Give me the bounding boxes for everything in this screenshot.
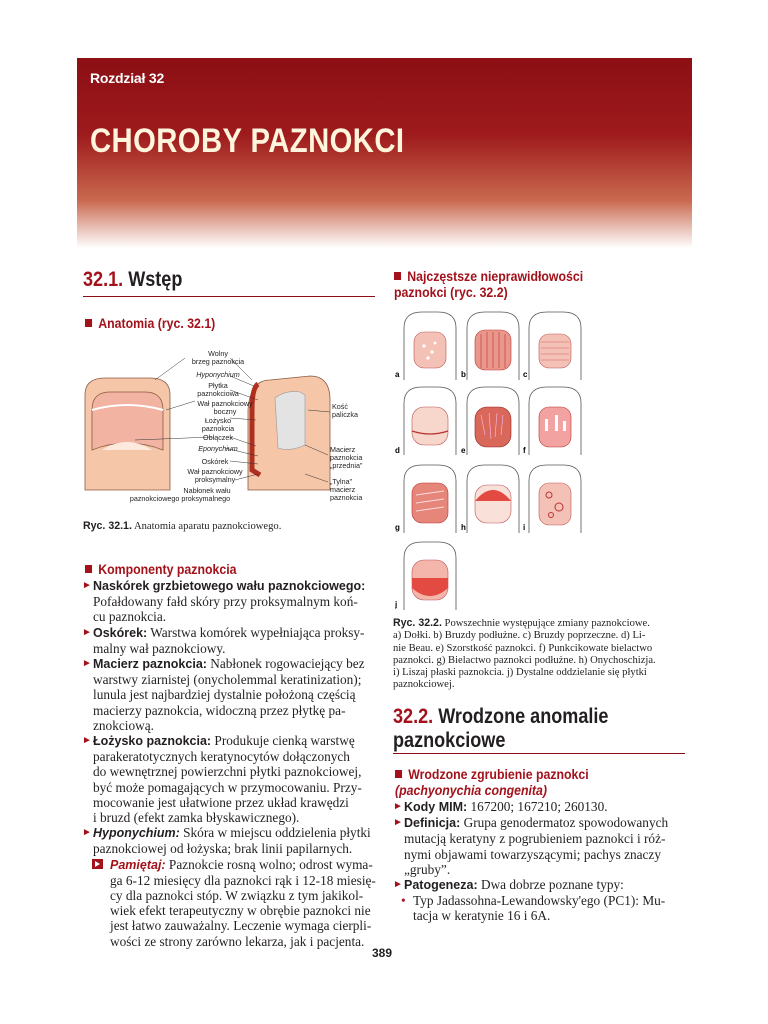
list-item: ► Macierz paznokcia: Nabłonek rogowaciejący bez warstwy ziarnistej (onycholemmal keratinization); lunula jest najbardziej dystalnie położoną częścią macierzy paznokcia, widoczną przez płytkę pa- znokciową.	[82, 656, 365, 733]
svg-text:e: e	[461, 446, 466, 455]
nail-d	[404, 387, 456, 455]
square-bullet-icon	[395, 770, 402, 778]
svg-text:j: j	[395, 600, 398, 609]
list-item: ► Kody MIM: 167200; 167210; 260130.	[393, 799, 608, 814]
anatomy-heading: Anatomia (ryc. 32.1)	[85, 315, 215, 331]
arrow-bullet-icon: ►	[82, 658, 92, 670]
list-item: • Typ Jadassohna-Lewandowsky'ego (PC1): Mu- tacja w keratynie 16 i 6A.	[401, 893, 666, 924]
pachyonychia-list	[393, 799, 687, 924]
nail-plate	[92, 392, 163, 450]
svg-text:b: b	[461, 370, 466, 379]
list-item: ► Naskórek grzbietowego wału paznokciowego: Pofałdowany fałd skóry przy proksymalnym koń- cu paznokcia.	[82, 579, 366, 625]
svg-text:macierz: macierz	[330, 485, 356, 494]
svg-text:Kość: Kość	[332, 402, 348, 411]
svg-text:Płytka: Płytka	[208, 381, 228, 390]
section-number: 32.1.	[83, 268, 124, 291]
square-bullet-icon	[85, 565, 92, 573]
svg-text:Macierz: Macierz	[330, 445, 356, 454]
svg-text:Wał paznokciowy: Wał paznokciowy	[187, 467, 243, 476]
nail-f	[529, 387, 581, 455]
nail-e	[467, 387, 519, 455]
svg-text:paznokcia: paznokcia	[330, 453, 363, 462]
svg-text:paliczka: paliczka	[332, 410, 358, 419]
list-item: ► Patogeneza: Dwa dobrze poznane typy:	[393, 877, 624, 893]
svg-text:d: d	[395, 446, 400, 455]
svg-text:Oskórek: Oskórek	[201, 457, 229, 466]
svg-text:brzeg paznokcia: brzeg paznokcia	[191, 357, 245, 366]
nail-b	[467, 312, 519, 380]
page-number: 389	[372, 946, 393, 960]
nail-anatomy-figure	[80, 340, 380, 510]
nail-changes-figure	[395, 305, 595, 615]
section-heading-32-1	[83, 268, 182, 292]
figure-caption-32-1: Ryc. 32.1. Anatomia aparatu paznokciowego.	[83, 520, 282, 532]
list-item: ► Łożysko paznokcia: Produkuje cienką warstwę parakeratotycznych keratynocytów dołączonych do wewnętrznej powierzchni płytki paznokciowej, być może pomagających w przymocowaniu. Przy- mocowanie jest ułatwione przez układ krawędzi i bruzd (efekt zamka błyskawicznego).	[82, 733, 362, 826]
arrow-bullet-icon: ►	[82, 827, 92, 839]
arrow-bullet-icon: ►	[393, 801, 403, 812]
svg-text:„przednia”: „przednia”	[330, 461, 363, 470]
list-item: ► Definicja: Grupa genodermatoz spowodowanych mutacją keratyny z pogrubieniem paznokci i róż- nymi objawami towarzyszącymi; pachys znaczy „gruby”.	[393, 815, 669, 877]
pachyonychia-heading: Wrodzone zgrubienie paznokci (pachyonychia congenita)	[395, 766, 589, 798]
section-title: Wstęp	[128, 268, 183, 291]
svg-text:Eponychium: Eponychium	[198, 444, 238, 453]
list-item: ► Oskórek: Warstwa komórek wypełniająca proksy- malny wał paznokciowy.	[82, 624, 365, 656]
svg-text:i: i	[523, 523, 526, 532]
play-note-icon	[92, 859, 103, 869]
section-rule	[83, 296, 375, 297]
section-rule	[393, 753, 685, 754]
svg-text:a: a	[395, 370, 400, 379]
svg-text:boczny: boczny	[213, 407, 237, 416]
nail-c	[529, 312, 581, 380]
bone-section	[275, 392, 305, 450]
arrow-bullet-icon: ►	[82, 626, 92, 638]
arrow-bullet-icon: ►	[82, 735, 92, 747]
nail-h	[467, 465, 519, 533]
svg-text:g: g	[395, 523, 400, 532]
nail-g	[404, 465, 456, 533]
svg-text:Hyponychium: Hyponychium	[196, 370, 240, 379]
svg-text:f: f	[523, 446, 526, 455]
arrow-bullet-icon: ►	[393, 879, 403, 891]
chapter-label: Rozdział 32	[90, 70, 165, 86]
svg-text:paznokcia: paznokcia	[330, 493, 363, 502]
arrow-bullet-icon: ►	[393, 817, 403, 829]
svg-text:paznokciowa: paznokciowa	[197, 389, 239, 398]
square-bullet-icon	[85, 319, 92, 327]
svg-text:„Tylna”: „Tylna”	[330, 477, 352, 486]
components-list	[82, 578, 376, 949]
chapter-title: CHOROBY PAZNOKCI	[90, 122, 405, 160]
square-bullet-icon	[394, 272, 401, 280]
components-heading: Komponenty paznokcia	[85, 561, 236, 577]
svg-text:Obłączek: Obłączek	[203, 433, 233, 442]
memo-note: Pamiętaj: Paznokcie rosną wolno; odrost wyma- ga 6-12 miesięcy dla paznokci rąk i 12-18 miesię- cy dla paznokci stóp. W związku z tym jakikol- wiek efekt terapeutyczny w obrębie paznokci nie jest łatwo zauważalny. Leczenie wymaga cierpli- wości ze strony zarówno lekarza, jak i pacjenta.	[82, 857, 376, 949]
list-item: ► Hyponychium: Skóra w miejscu oddzielenia płytki paznokciowej od łożyska; brak linii papilarnych.	[82, 825, 371, 857]
section-heading-32-2: 32.2. Wrodzone anomalie paznokciowe	[393, 705, 609, 752]
svg-text:proksymalny: proksymalny	[194, 475, 236, 484]
svg-text:h: h	[461, 523, 466, 532]
svg-text:paznokciowego proksymalnego: paznokciowego proksymalnego	[129, 494, 231, 503]
dot-bullet-icon: •	[401, 893, 406, 909]
nail-abnormalities-heading: Najczęstsze nieprawidłowości paznokci (ryc. 32.2)	[394, 268, 584, 300]
svg-text:Nabłonek wału: Nabłonek wału	[183, 486, 231, 495]
svg-text:paznokcia: paznokcia	[201, 424, 235, 433]
nail-a	[404, 312, 456, 380]
svg-text:c: c	[523, 370, 528, 379]
arrow-bullet-icon: ►	[82, 580, 92, 591]
nail-i	[529, 465, 581, 533]
svg-text:Wał paznokciowy: Wał paznokciowy	[197, 399, 253, 408]
anatomy-labels-right	[330, 402, 363, 502]
figure-caption-32-2: Ryc. 32.2. Powszechnie występujące zmiany paznokciowe. a) Dołki. b) Bruzdy podłużne. c) Bruzdy poprzeczne. d) Li- nie Beau. e) Szorstkość paznokci. f) Punkcikowate bielactwo paznokci. g) Bielactwo paznokci podłużne. h) Onychoschizja. i) Liszaj płaski paznokcia. j) Dystalne oddzielanie się płytki paznokciowej.	[393, 617, 656, 691]
svg-text:Wolny: Wolny	[208, 349, 228, 358]
nail-j	[404, 542, 456, 610]
svg-text:Łożysko: Łożysko	[204, 416, 232, 425]
